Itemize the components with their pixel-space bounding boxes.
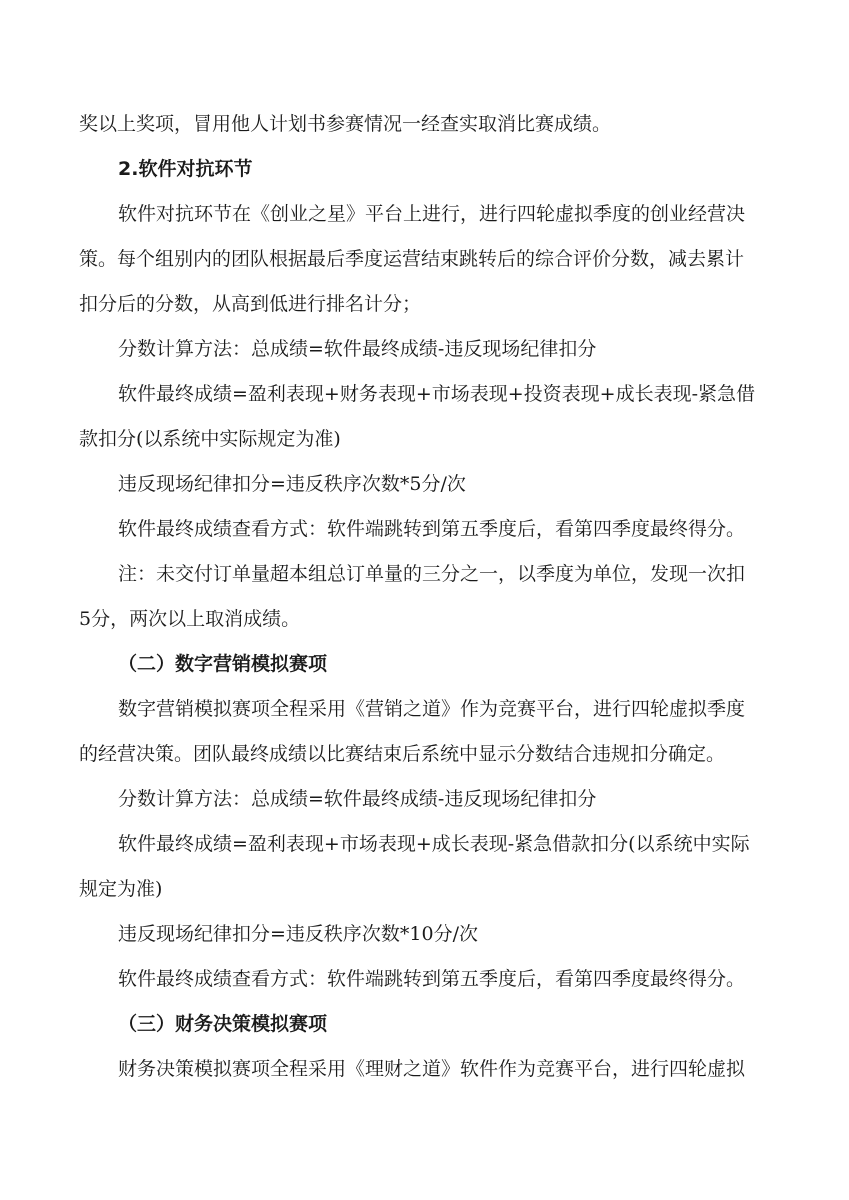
paragraph-line: 软件最终成绩查看方式：软件端跳转到第五季度后，看第四季度最终得分。 bbox=[118, 968, 746, 990]
paragraph-line: 违反现场纪律扣分=违反秩序次数*10分/次 bbox=[118, 923, 478, 945]
section-heading: （二）数字营销模拟赛项 bbox=[118, 653, 328, 675]
paragraph-line: 软件最终成绩查看方式：软件端跳转到第五季度后，看第四季度最终得分。 bbox=[118, 518, 746, 540]
paragraph-line: 软件对抗环节在《创业之星》平台上进行，进行四轮虚拟季度的创业经营决 bbox=[118, 203, 746, 225]
paragraph-line: 扣分后的分数，从高到低进行排名计分； bbox=[79, 293, 422, 315]
paragraph-line: 策。每个组别内的团队根据最后季度运营结束跳转后的综合评价分数，减去累计 bbox=[79, 248, 745, 270]
paragraph-line: 款扣分(以系统中实际规定为准) bbox=[79, 428, 341, 450]
paragraph-line: 软件最终成绩=盈利表现+财务表现+市场表现+投资表现+成长表现-紧急借 bbox=[118, 383, 756, 405]
paragraph-line: 软件最终成绩=盈利表现+市场表现+成长表现-紧急借款扣分(以系统中实际 bbox=[118, 833, 750, 855]
paragraph-line: 分数计算方法：总成绩=软件最终成绩-违反现场纪律扣分 bbox=[118, 788, 597, 810]
paragraph-line: 分数计算方法：总成绩=软件最终成绩-违反现场纪律扣分 bbox=[118, 338, 597, 360]
paragraph-line: 5分，两次以上取消成绩。 bbox=[79, 608, 301, 630]
paragraph-line: 违反现场纪律扣分=违反秩序次数*5分/次 bbox=[118, 473, 466, 495]
section-heading: 2.软件对抗环节 bbox=[118, 158, 253, 180]
paragraph-line: 注：未交付订单量超本组总订单量的三分之一，以季度为单位，发现一次扣 bbox=[118, 563, 746, 585]
paragraph-line: 财务决策模拟赛项全程采用《理财之道》软件作为竞赛平台，进行四轮虚拟 bbox=[118, 1058, 746, 1080]
paragraph-line: 数字营销模拟赛项全程采用《营销之道》作为竞赛平台，进行四轮虚拟季度 bbox=[118, 698, 746, 720]
section-heading: （三）财务决策模拟赛项 bbox=[118, 1013, 328, 1035]
paragraph-line: 奖以上奖项，冒用他人计划书参赛情况一经查实取消比赛成绩。 bbox=[79, 113, 612, 135]
paragraph-line: 规定为准) bbox=[79, 878, 163, 900]
paragraph-line: 的经营决策。团队最终成绩以比赛结束后系统中显示分数结合违规扣分确定。 bbox=[79, 743, 726, 765]
